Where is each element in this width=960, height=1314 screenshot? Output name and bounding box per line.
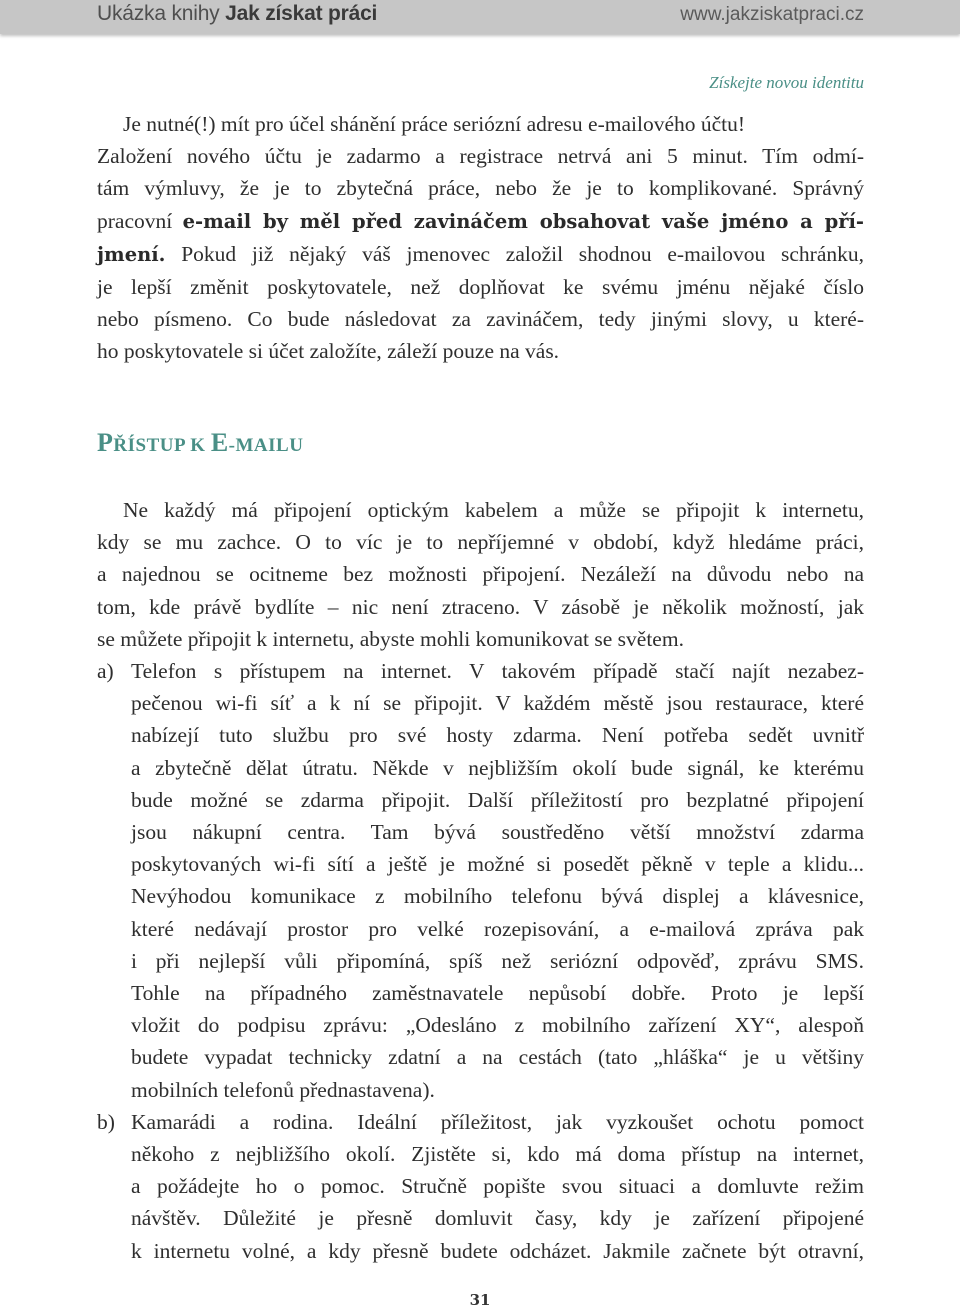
section-heading [97,428,303,458]
list-marker: b) [97,1109,115,1134]
paragraph-line: tom, kde právě bydlíte – nic není ztraceno. V zásobě je několik možností, jak [97,594,864,619]
list-item [97,1106,864,1267]
heading-cap: E [210,428,229,457]
chapter-subtitle: Získejte novou identitu [709,73,864,92]
page-header [0,0,960,34]
list-line: budete vypadat technicky zdatní a na cestách (tato „hláška“ je u většiny [131,1045,864,1070]
list-line: vložit do podpisu zprávu: „Odesláno z mobilního zařízení XY“, alespoň [131,1013,864,1038]
list-line: nabízejí tuto službu pro své hosty zdarma. Není potřeba sedět uvnitř [131,723,864,748]
list-line: Tohle na případného zaměstnavatele nepůsobí dobře. Proto je lepší [131,981,864,1006]
book-title-prefix: Ukázka knihy [97,2,220,25]
text-run: pracovní [97,208,183,233]
list-line: a zbytečně dělat útratu. Někde v nejbližším okolí bude signál, ke kterému [131,755,864,780]
list-line: bude možné se zdarma připojit. Další příležitostí pro bezplatné připojení [131,787,864,812]
list-line: k internetu volné, a kdy přesně budete odcházet. Jakmile začnete být otravní, [131,1238,864,1263]
list-line: poskytovaných wi-fi sítí a ještě je možné si posedět pěkně v teple a klidu... [131,852,864,877]
page-number: 31 [469,1291,491,1309]
list-item [97,655,864,1106]
list-line: pečenou wi-fi síť a k ní se připojit. V každém městě jsou restaurace, které [131,691,864,716]
heading-cap: P [97,428,114,457]
heading-smallcaps: ŘÍSTUP K [113,435,211,456]
paragraph-line: Založení nového účtu je zadarmo a registrace netrvá ani 5 minut. Tím odmí- [97,144,864,169]
paragraph-line: tám výmluvy, že je to zbytečná práce, nebo že je to komplikované. Správný [97,176,864,201]
list-line: i při nejlepší vůli připomíná, spíš než seriózní odpověď, zprávu SMS. [131,948,864,973]
list-line: Telefon s přístupem na internet. V takovém případě stačí najít nezabez- [131,659,864,683]
list-marker: a) [97,659,114,683]
paragraph-internet-access [97,494,864,655]
options-list [97,655,864,1267]
list-line: někoho z nejbližšího okolí. Zjistěte si, kdo má doma přístup na internet, [131,1142,864,1167]
text-run: Pokud již nějaký váš jmenovec založil shodnou e-mailovou schránku, [165,241,864,266]
paragraph-line: a najednou se ocitneme bez možnosti připojení. Nezáleží na důvodu nebo na [97,562,864,587]
paragraph-line [97,238,864,271]
website-url[interactable]: www.jakziskatpraci.cz [680,4,864,25]
list-line: jsou nákupní centra. Tam bývá soustředěno větší množství zdarma [131,820,864,845]
paragraph-line: Je nutné(!) mít pro účel shánění práce seriózní adresu e-mailového účtu! [123,112,746,136]
book-title [97,2,377,26]
paragraph-line: se můžete připojit k internetu, abyste mohli komunikovat se světem. [97,626,684,651]
paragraph-line: je lepší změnit poskytovatele, než doplňovat ke svému jménu nějaké číslo [97,275,864,300]
list-line: které nedávají prostor pro velké rozepisování, a e-mailová zpráva pak [131,916,864,941]
list-line: Nevýhodou komunikace z mobilního telefonu bývá displej a klávesnice, [131,884,864,909]
bold-run: e-mail by měl před zavináčem obsahovat vaše jméno a pří- [182,209,864,233]
paragraph-line: Ne každý má připojení optickým kabelem a může se připojit k internetu, [123,498,864,522]
paragraph-line: ho poskytovatele si účet založíte, záleží pouze na vás. [97,339,560,364]
paragraph-line: kdy se mu zachce. O to víc je to nepříjemné v období, když hledáme práci, [97,530,864,555]
heading-smallcaps: -MAILU [228,435,304,456]
paragraph-email-address [97,108,864,368]
paragraph-line [97,205,864,238]
book-title-name: Jak získat práci [225,2,378,25]
list-line: mobilních telefonů přednastavena). [131,1077,435,1102]
list-line: a požádejte ho o pomoc. Stručně popište svou situaci a domluvte režim [131,1174,864,1199]
list-line: Kamarádi a rodina. Ideální příležitost, jak vyzkoušet ochotu pomoct [131,1109,864,1134]
bold-run: jmení. [97,242,166,266]
list-line: návštěv. Důležité je přesně domluvit časy, kdy je zařízení připojené [131,1206,864,1231]
paragraph-line: nebo písmeno. Co bude následovat za zavináčem, tedy jinými slovy, u které- [97,307,864,332]
